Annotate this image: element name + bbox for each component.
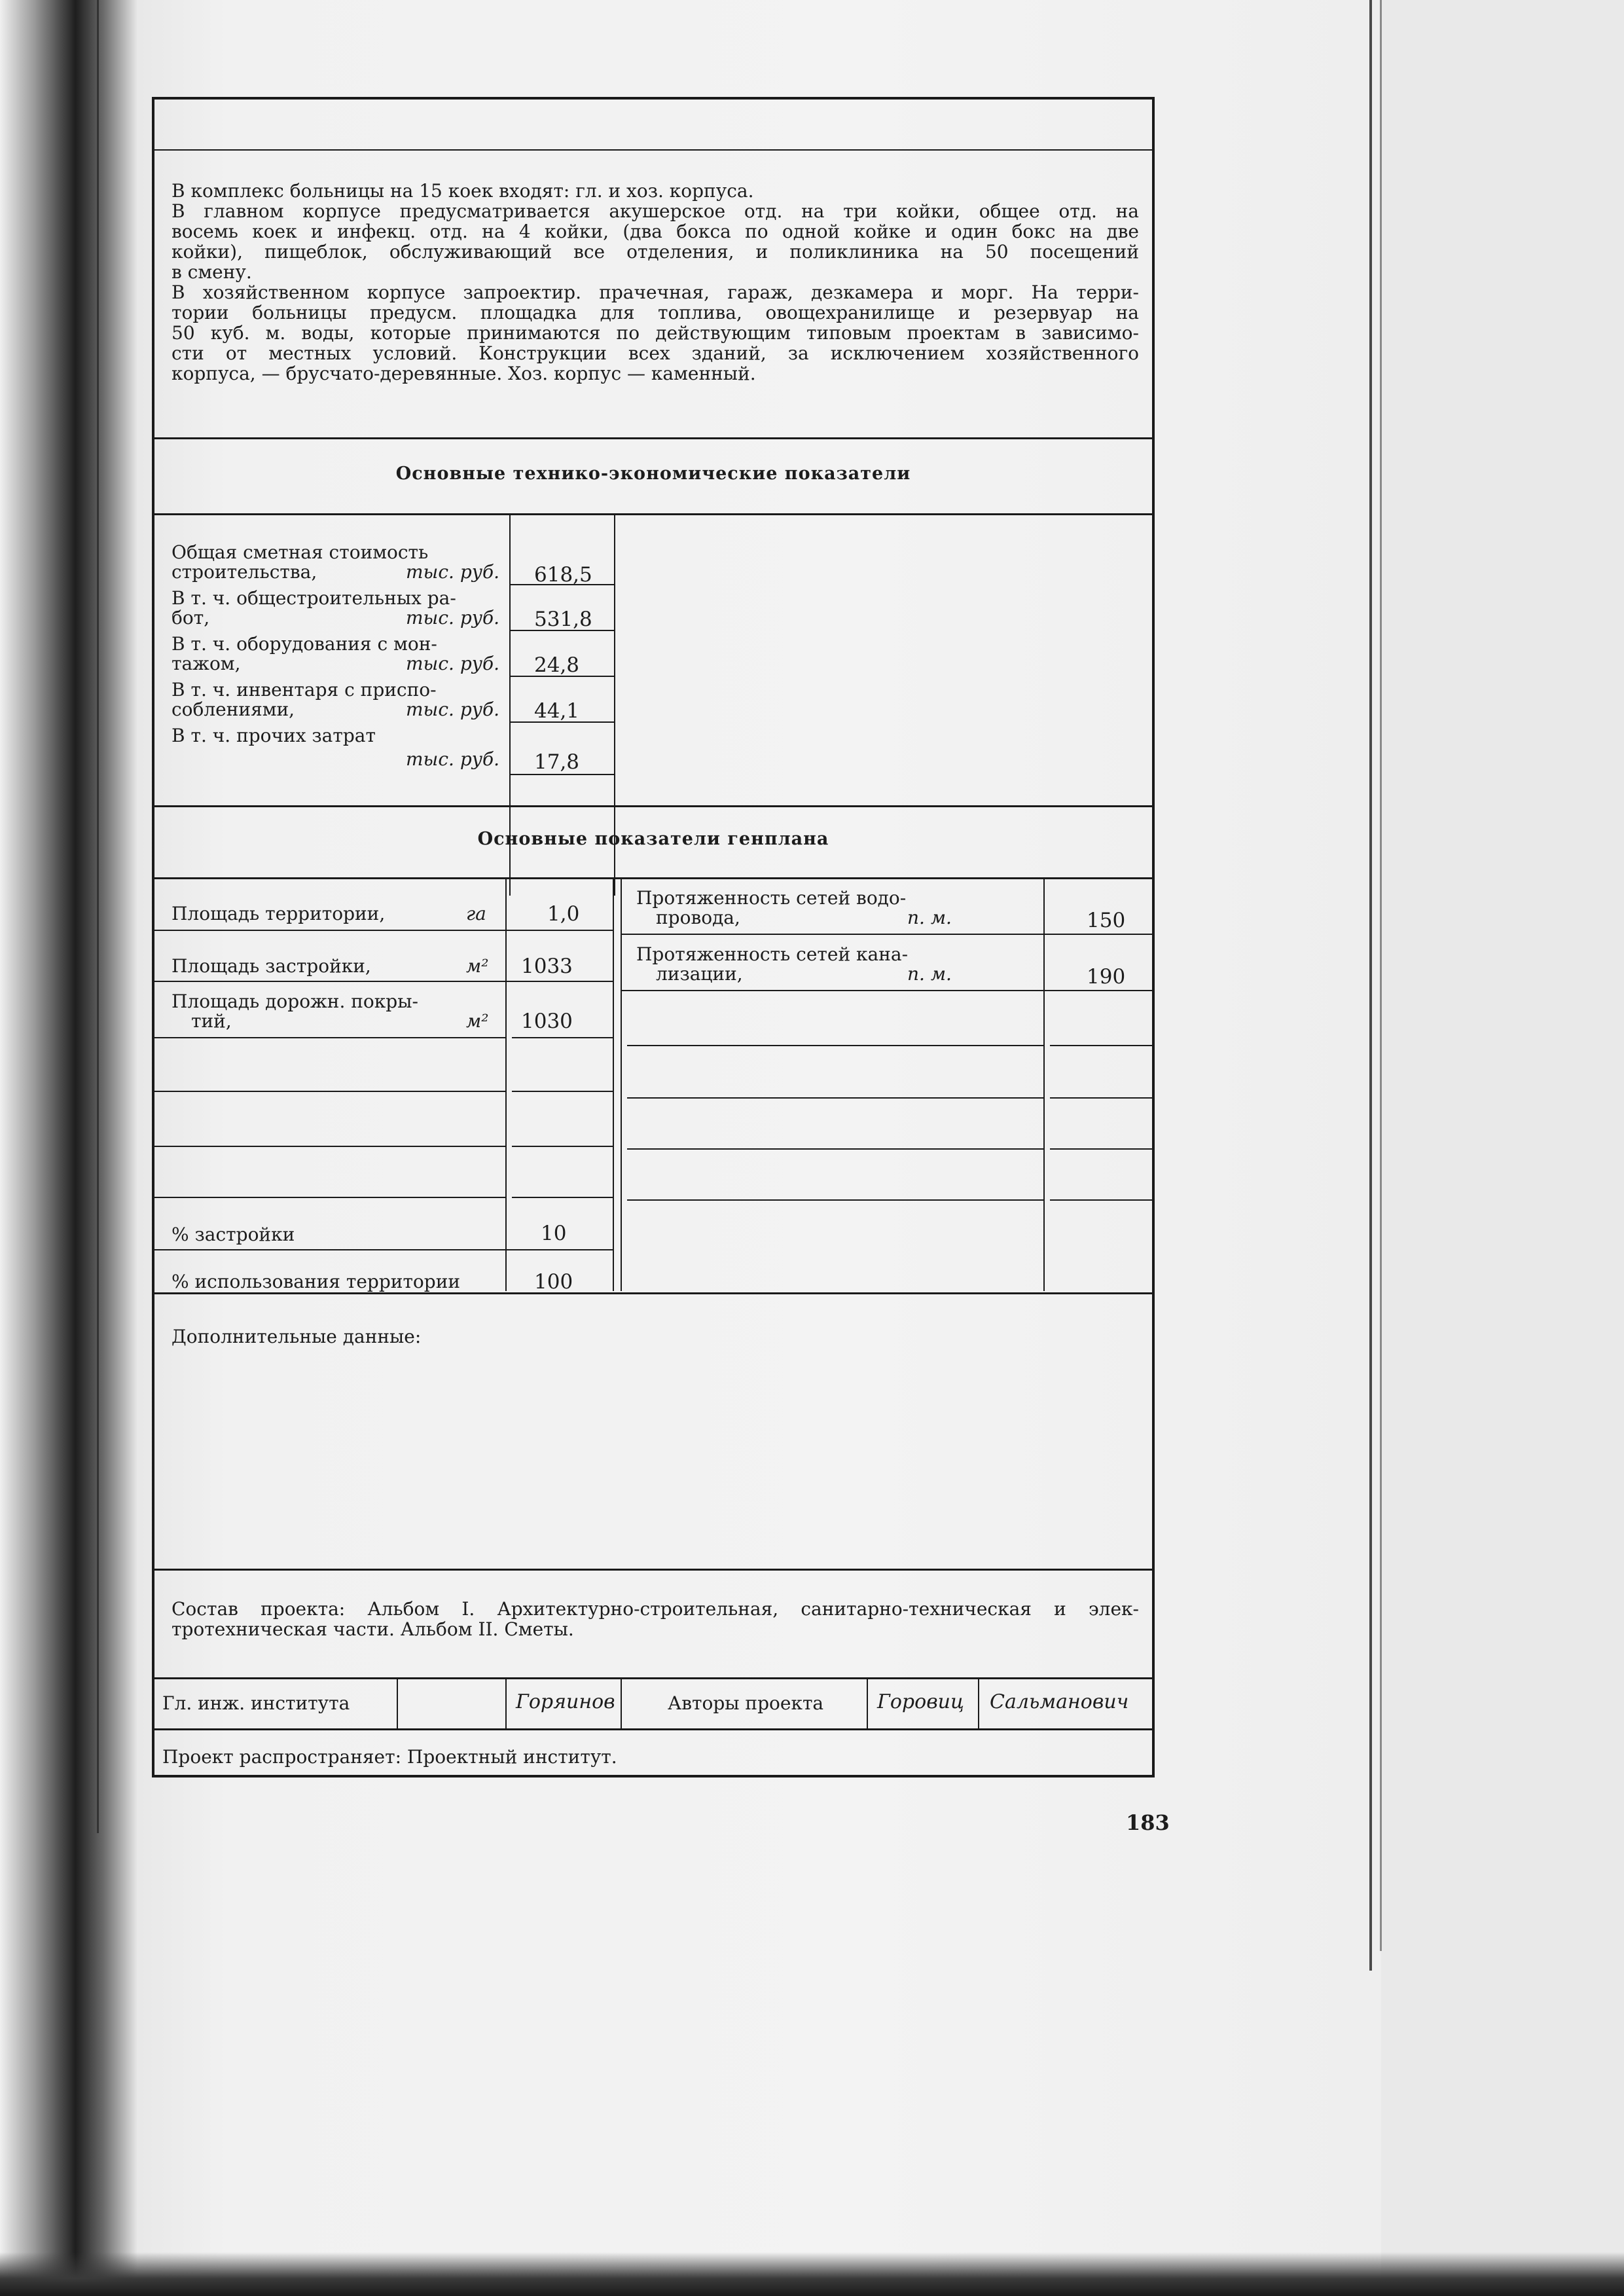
row-line: [1050, 1199, 1152, 1201]
row-line: [154, 1091, 505, 1092]
genplan-unit: м²: [466, 955, 489, 977]
section-divider: [154, 513, 1152, 515]
tech-row-unit: тыс. руб.: [406, 748, 499, 770]
genplan-value: 150: [1087, 909, 1126, 932]
genplan-unit: п. м.: [907, 963, 952, 985]
row-line: [154, 1249, 505, 1250]
section-divider: [154, 805, 1152, 807]
section-divider: [154, 1677, 1152, 1679]
author-name: Горовиц: [877, 1690, 964, 1713]
tech-row-label: соблениями,: [171, 699, 295, 720]
value-underline: [509, 676, 614, 677]
genplan-percent-build-label: % застройки: [171, 1224, 295, 1245]
row-line: [1043, 934, 1152, 935]
distributor-note: Проект распространяет: Проектный институт.: [162, 1746, 617, 1768]
genplan-column-line: [505, 877, 507, 1291]
tech-row-unit: тыс. руб.: [406, 607, 499, 629]
tech-row-label: тажом,: [171, 653, 241, 674]
composition-line: Состав проекта: Альбом I. Архитектурно-строительная, санитарно-техническая и элек-: [171, 1598, 1139, 1620]
section-divider: [154, 877, 1152, 879]
author-name: Сальманович: [990, 1690, 1129, 1713]
tech-row-label: бот,: [171, 607, 210, 629]
genplan-unit: м²: [466, 1010, 489, 1032]
description-line: 50 куб. м. воды, которые принимаются по действующим типовым проектам в зависимо-: [171, 322, 1139, 344]
row-line: [627, 1097, 1043, 1099]
description-text: [171, 181, 1139, 384]
genplan-unit: га: [466, 903, 486, 924]
row-line: [505, 930, 613, 931]
description-line: В хозяйственном корпусе запроектир. прачечная, гараж, дезкамера и морг. На терри-: [171, 282, 1139, 303]
row-line: [1050, 1045, 1152, 1046]
additional-data-label: Дополнительные данные:: [171, 1326, 422, 1347]
genplan-value: 1030: [521, 1010, 573, 1033]
genplan-label-area: Площадь территории,: [171, 903, 386, 924]
description-line: В главном корпусе предусматривается акушерское отд. на три койки, общее отд. на: [171, 200, 1139, 222]
genplan-heading: Основные показатели генплана: [477, 829, 829, 849]
tech-row-value: 24,8: [534, 653, 580, 677]
top-divider: [154, 149, 1152, 151]
tech-row-unit: тыс. руб.: [406, 653, 499, 674]
row-line: [154, 930, 505, 931]
row-line: [154, 1197, 505, 1198]
tech-row-value: 44,1: [534, 699, 580, 723]
tech-row-unit: тыс. руб.: [406, 699, 499, 720]
section-divider: [154, 1569, 1152, 1571]
tech-row-unit: тыс. руб.: [406, 561, 499, 583]
section-divider: [154, 1292, 1152, 1294]
description-line: в смену.: [171, 261, 252, 283]
signature-column-line: [505, 1677, 507, 1728]
value-underline: [509, 584, 614, 585]
row-line: [1050, 1097, 1152, 1099]
tech-row-value: 531,8: [534, 608, 592, 631]
project-sheet-frame: [152, 97, 1155, 1777]
tech-row-label: Общая сметная стоимость: [171, 541, 429, 563]
row-line: [154, 1037, 505, 1038]
row-line: [621, 990, 1043, 991]
left-page-edge: [97, 0, 99, 1833]
genplan-percent-build-value: 10: [541, 1222, 567, 1245]
signature-column-line: [867, 1677, 868, 1728]
row-line: [512, 1146, 613, 1147]
row-line: [505, 981, 613, 982]
tech-row-label: В т. ч. прочих затрат: [171, 725, 376, 746]
description-line: сти от местных условий. Конструкции всех зданий, за исключением хозяйственного: [171, 342, 1139, 364]
genplan-value: 1033: [521, 955, 573, 978]
project-composition: [171, 1599, 1139, 1639]
tech-row-value: 618,5: [534, 563, 592, 587]
description-line: койки), пищеблок, обслуживающий все отделения, и поликлиника на 50 посещений: [171, 241, 1139, 263]
row-line: [512, 1091, 613, 1092]
genplan-label-water: провода,: [656, 907, 740, 928]
tech-row-label: строительства,: [171, 561, 317, 583]
genplan-label-sewer: лизации,: [656, 963, 743, 985]
book-spine-shadow: [0, 0, 137, 2296]
page-right-edge: [1369, 0, 1372, 1971]
value-underline: [509, 721, 614, 723]
genplan-value: 190: [1087, 965, 1126, 989]
genplan-label-roads: Площадь дорожн. покры-: [171, 991, 418, 1012]
row-line: [627, 1148, 1043, 1150]
tech-econ-heading: Основные технико-экономические показатели: [395, 464, 911, 484]
tech-row-label: В т. ч. инвентаря с приспо-: [171, 679, 437, 701]
page-number: 183: [1126, 1810, 1170, 1835]
row-line: [627, 1199, 1043, 1201]
bottom-scan-shadow: [0, 2252, 1624, 2296]
row-line: [627, 1045, 1043, 1046]
chief-engineer-label: Гл. инж. института: [162, 1692, 350, 1714]
description-line: корпуса, — брусчато-деревянные. Хоз. корпус — каменный.: [171, 363, 756, 384]
tech-row-value: 17,8: [534, 750, 580, 774]
value-underline: [509, 630, 614, 631]
row-line: [1050, 1148, 1152, 1150]
section-divider: [154, 437, 1152, 439]
value-underline: [509, 774, 614, 775]
genplan-percent-use-label: % использования территории: [171, 1271, 461, 1292]
genplan-label-sewer: Протяженность сетей кана-: [636, 943, 909, 965]
row-line: [512, 1197, 613, 1198]
row-line: [154, 981, 505, 982]
genplan-percent-use-value: 100: [534, 1270, 573, 1294]
signature-column-line: [621, 1677, 622, 1728]
description-line: тории больницы предусм. площадка для топлива, овощехранилище и резервуар на: [171, 302, 1139, 323]
tech-row-label: В т. ч. оборудования с мон-: [171, 633, 437, 655]
page-right-edge-secondary: [1380, 0, 1382, 1951]
section-divider: [154, 1728, 1152, 1730]
row-line: [512, 1037, 613, 1038]
genplan-label-build: Площадь застройки,: [171, 955, 371, 977]
genplan-column-line: [613, 877, 614, 1291]
genplan-label-roads: тий,: [191, 1010, 232, 1032]
genplan-unit: п. м.: [907, 907, 952, 928]
genplan-column-line: [621, 877, 622, 1291]
row-line: [154, 1146, 505, 1147]
tech-row-label: В т. ч. общестроительных ра-: [171, 587, 456, 609]
row-line: [621, 934, 1043, 935]
signature-column-line: [978, 1677, 979, 1728]
genplan-label-water: Протяженность сетей водо-: [636, 887, 907, 909]
composition-line: тротехническая части. Альбом II. Сметы.: [171, 1618, 574, 1640]
signature-column-line: [397, 1677, 398, 1728]
authors-label: Авторы проекта: [668, 1692, 824, 1714]
description-line: В комплекс больницы на 15 коек входят: гл. и хоз. корпуса.: [171, 180, 754, 202]
genplan-value: 1,0: [547, 902, 580, 926]
row-line: [505, 1249, 613, 1250]
row-line: [1043, 990, 1152, 991]
chief-engineer-name: Горяинов: [516, 1690, 615, 1713]
genplan-column-line: [1043, 877, 1045, 1291]
description-line: восемь коек и инфекц. отд. на 4 койки, (два бокса по одной койке и один бокс на две: [171, 221, 1139, 242]
